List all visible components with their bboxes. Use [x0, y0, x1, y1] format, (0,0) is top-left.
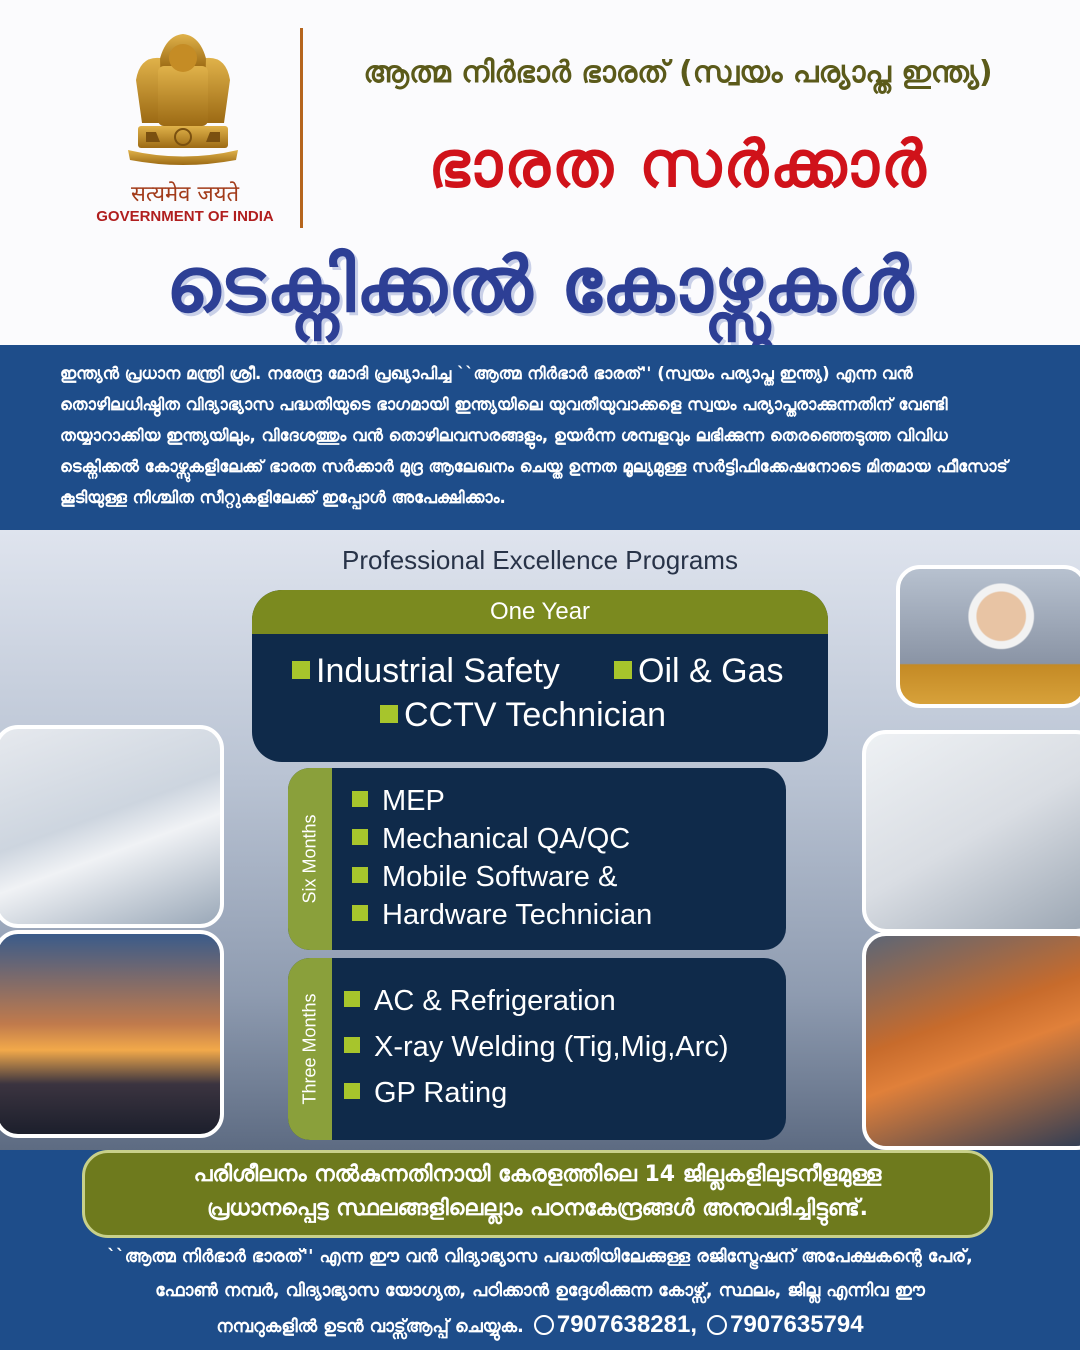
- prime-minister-photo: [896, 565, 1080, 708]
- course-item: Mechanical QA/QC: [352, 820, 652, 858]
- bullet-icon: [292, 661, 310, 679]
- bullet-icon: [352, 791, 368, 807]
- phone-number-2[interactable]: 7907635794: [730, 1311, 864, 1338]
- whatsapp-icon: [707, 1315, 727, 1335]
- three-months-card: [288, 958, 786, 1140]
- government-title: ഭാരത സർക്കാർ: [428, 128, 928, 202]
- course-item: Hardware Technician: [352, 896, 652, 934]
- one-year-header: [252, 590, 828, 634]
- phone-number-1[interactable]: 7907638281,: [556, 1311, 698, 1338]
- course-item: Mobile Software &: [352, 858, 652, 896]
- bullet-icon: [380, 705, 398, 723]
- course-item: CCTV Technician: [380, 696, 666, 735]
- programs-heading: Professional Excellence Programs: [342, 545, 738, 575]
- bullet-icon: [614, 661, 632, 679]
- scheme-tagline: ആത്മ നിർഭാർ ഭാരത് (സ്വയം പര്യാപ്ത ഇന്ത്യ): [363, 55, 993, 90]
- mobile-repair-photo: [862, 730, 1080, 933]
- national-motto: सत्यमेव जयते: [130, 182, 240, 207]
- course-item: X-ray Welding (Tig,Mig,Arc): [344, 1024, 729, 1070]
- whatsapp-icon: [534, 1315, 554, 1335]
- header-divider: [300, 28, 303, 228]
- ashoka-emblem-icon: [118, 28, 248, 178]
- one-year-label: One Year: [489, 598, 591, 625]
- six-months-card: [288, 768, 786, 950]
- bullet-icon: [344, 1083, 360, 1099]
- bullet-icon: [344, 1037, 360, 1053]
- three-months-side-tab: [288, 958, 332, 1140]
- three-months-list: [344, 978, 729, 1116]
- course-item: GP Rating: [344, 1070, 729, 1116]
- bullet-icon: [352, 905, 368, 921]
- oil-refinery-photo: [0, 930, 224, 1138]
- six-months-label: Six Months: [299, 814, 320, 904]
- course-item: MEP: [352, 782, 652, 820]
- government-of-india-label: GOVERNMENT OF INDIA: [96, 208, 274, 225]
- page-title: ടെക്നിക്കൽ കോഴ്സുകൾ: [165, 240, 915, 329]
- six-months-list: [352, 782, 652, 934]
- six-months-side-tab: [288, 768, 332, 950]
- course-item: Oil & Gas: [614, 652, 783, 691]
- welding-workshop-photo: [862, 932, 1080, 1150]
- bullet-icon: [344, 991, 360, 1007]
- course-item: Industrial Safety: [292, 652, 560, 691]
- intro-paragraph: ഇന്ത്യൻ പ്രധാന മന്ത്രി ശ്രീ. നരേന്ദ്ര മോദി പ്രഖ്യാപിച്ച ``ആത്മ നിർഭാർ ഭാരത്'' (സ്വയം പര്യാപ്ത ഇന്ത്യ) എന്ന വൻ തൊഴിലധിഷ്ഠിത വിദ്യാഭ്യാസ പദ്ധതിയുടെ ഭാഗമായി ഇന്ത്യയിലെ യുവതീയുവാക്കളെ സ്വയം പര്യാപ്തരാക്കുന്നതിന് വേണ്ടി തയ്യാറാക്കിയ ഇന്ത്യയിലും, വിദേശത്തും വൻ തൊഴിലവസരങ്ങളും, ഉയർന്ന ശമ്പളവും ലഭിക്കുന്ന തെരഞ്ഞെടുത്ത വിവിധ ടെക്നിക്കൽ കോഴ്സുകളിലേക്ക് ഭാരത സർക്കാർ മുദ്ര ആലേഖനം ചെയ്ത ഉന്നത മൂല്യമുള്ള സർട്ടിഫിക്കേഷനോടെ മിതമായ ഫീസോട് കൂടിയുള്ള നിശ്ചിത സീറ്റുകളിലേക്ക് ഇപ്പോൾ അപേക്ഷിക്കാം.: [60, 364, 1008, 507]
- centres-text: പരിശീലനം നൽകുന്നതിനായി കേരളത്തിലെ 14 ജില്ലകളിലുടനീളമുള്ള പ്രധാനപ്പെട്ട സ്ഥലങ്ങളിലെല്ലാം പഠനകേന്ദ്രങ്ങൾ അനുവദിച്ചിട്ടുണ്ട്.: [193, 1162, 882, 1221]
- three-months-label: Three Months: [299, 993, 320, 1105]
- course-item: AC & Refrigeration: [344, 978, 729, 1024]
- bullet-icon: [352, 867, 368, 883]
- engineers-blueprint-photo: [0, 725, 224, 928]
- registration-text: ``ആത്മ നിർഭാർ ഭാരത്'' എന്ന ഈ വൻ വിദ്യാഭ്യാസ പദ്ധതിയിലേക്കുള്ള രജിസ്ട്രേഷന് അപേക്ഷകന്റെ പേര്, ഫോൺ നമ്പർ, വിദ്യാഭ്യാസ യോഗ്യത, പഠിക്കാൻ ഉദ്ദേശിക്കുന്ന കോഴ്സ്, സ്ഥലം, ജില്ല എന്നിവ ഈ നമ്പറുകളിൽ ഉടൻ വാട്സ്ആപ്പ് ചെയ്യുക. 7907638281, 7907635794: [107, 1247, 973, 1338]
- bullet-icon: [352, 829, 368, 845]
